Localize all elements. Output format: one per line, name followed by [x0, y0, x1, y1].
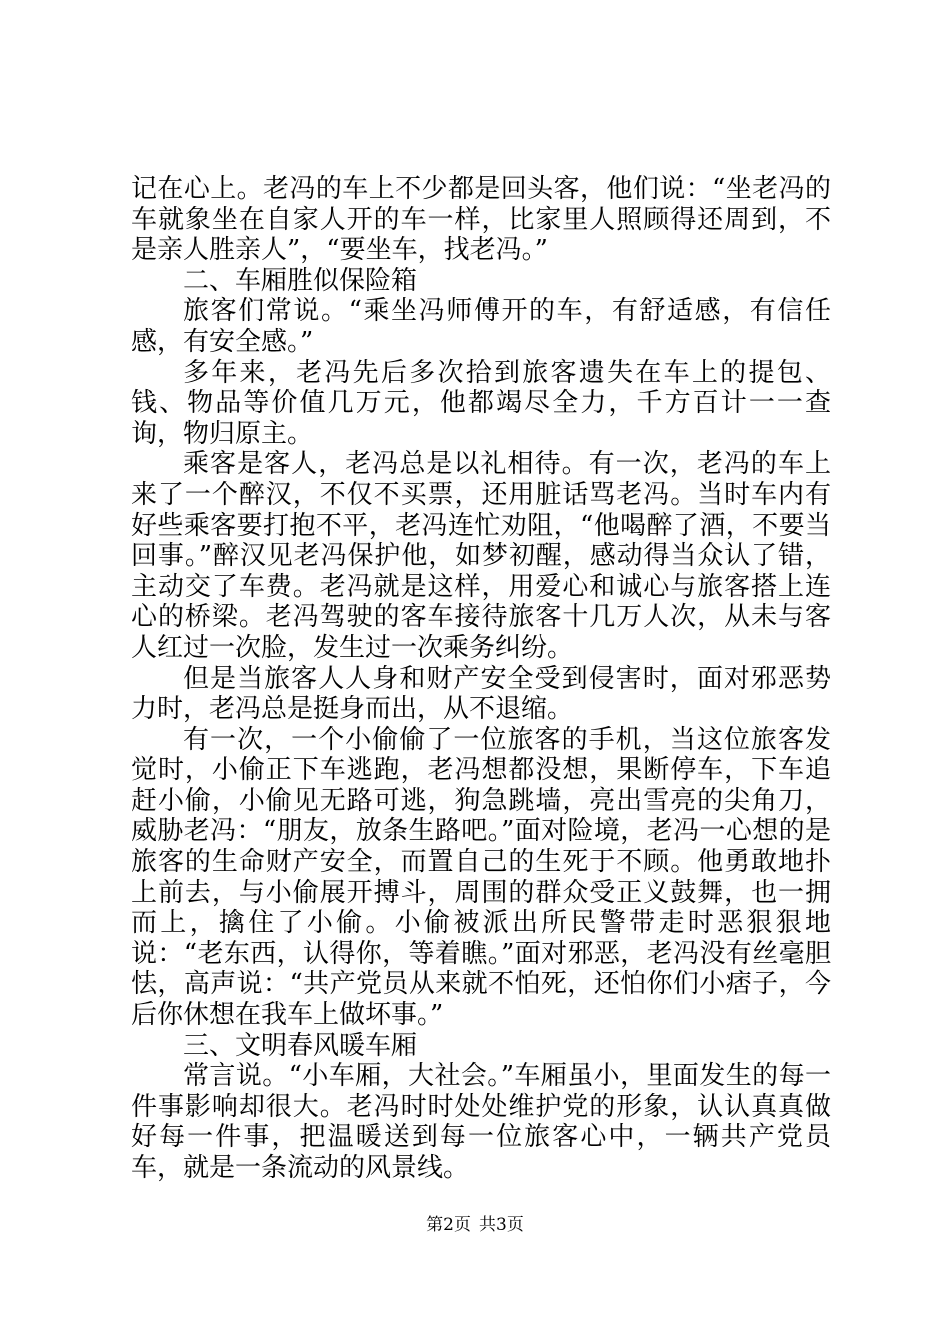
document-body — [131, 174, 831, 1184]
paragraph-1: 记在心上。老冯的车上不少都是回头客，他们说：“坐老冯的车就象坐在自家人开的车一样，比家里人照顾得还周到，不是亲人胜亲人”，“要坐车，找老冯。” — [131, 174, 831, 266]
paragraph-6: 但是当旅客人人身和财产安全受到侵害时，面对邪恶势力时，老冯总是挺身而出，从不退缩。 — [131, 663, 831, 725]
paragraph-5: 乘客是客人，老冯总是以礼相待。有一次，老冯的车上来了一个醉汉，不仅不买票，还用脏话骂老冯。当时车内有好些乘客要打抱不平，老冯连忙劝阻，“他喝醉了酒，不要当回事。”醉汉见老冯保护他，如梦初醒，感动得当众认了错，主动交了车费。老冯就是这样，用爱心和诚心与旅客搭上连心的桥梁。老冯驾驶的客车接待旅客十几万人次，从未与客人红过一次脸，发生过一次乘务纠纷。 — [131, 449, 831, 663]
section-heading-3: 三、文明春风暖车厢 — [183, 1030, 418, 1061]
paragraph-9: 常言说。“小车厢，大社会。”车厢虽小，里面发生的每一件事影响却很大。老冯时时处处维护党的形象，认认真真做好每一件事，把温暖送到每一位旅客心中，一辆共产党员车，就是一条流动的风景线。 — [131, 1061, 831, 1183]
paragraph-7: 有一次，一个小偷偷了一位旅客的手机，当这位旅客发觉时，小偷正下车逃跑，老冯想都没想，果断停车，下车追赶小偷，小偷见无路可逃，狗急跳墙，亮出雪亮的尖角刀，威胁老冯：“朋友，放条生路吧。”面对险境，老冯一心想的是旅客的生命财产安全，而置自己的生死于不顾。他勇敢地扑上前去，与小偷展开搏斗，周围的群众受正义鼓舞，也一拥而上，擒住了小偷。小偷被派出所民警带走时恶狠狠地说：“老东西，认得你，等着瞧。”面对邪恶，老冯没有丝毫胆怯，高声说：“共产党员从来就不怕死，还怕你们小痞子，今后你休想在我车上做坏事。” — [131, 724, 831, 1031]
paragraph-3: 旅客们常说。“乘坐冯师傅开的车，有舒适感，有信任感，有安全感。” — [131, 296, 831, 357]
page-footer — [0, 1214, 950, 1236]
total-pages: 共3页 — [479, 1215, 524, 1235]
section-heading-2: 二、车厢胜似保险箱 — [183, 265, 418, 296]
page-number: 第2页 — [426, 1215, 471, 1235]
paragraph-4: 多年来，老冯先后多次拾到旅客遗失在车上的提包、钱、物品等价值几万元，他都竭尽全力，千方百计一一查询，物归原主。 — [131, 357, 831, 449]
